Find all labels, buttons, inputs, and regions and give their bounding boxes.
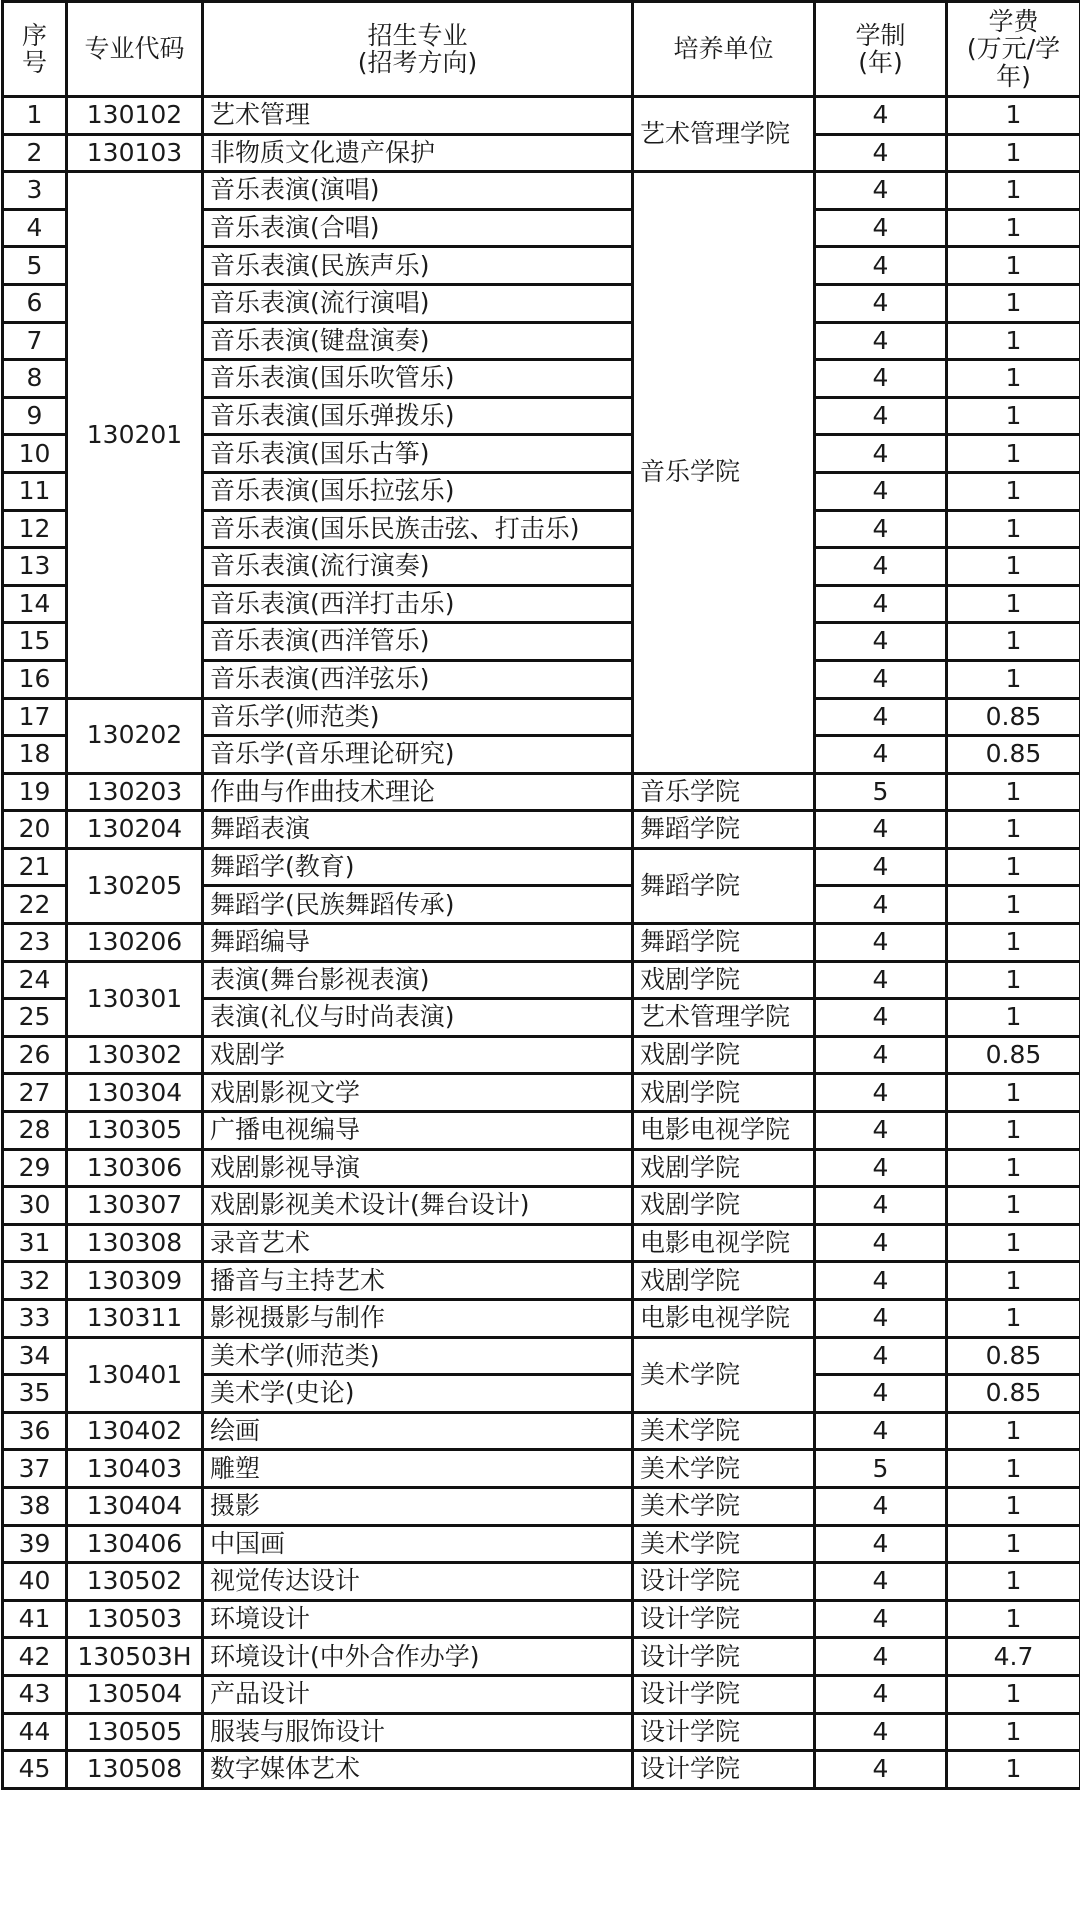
cell-seq: 6 xyxy=(3,284,67,322)
cell-fee: 1 xyxy=(947,1149,1080,1187)
cell-years: 4 xyxy=(815,435,947,473)
cell-major: 广播电视编导 xyxy=(203,1112,633,1150)
cell-years: 4 xyxy=(815,322,947,360)
cell-code: 130203 xyxy=(67,773,203,811)
cell-years: 4 xyxy=(815,510,947,548)
cell-code: 130406 xyxy=(67,1525,203,1563)
cell-seq: 4 xyxy=(3,209,67,247)
cell-major: 雕塑 xyxy=(203,1450,633,1488)
cell-fee: 1 xyxy=(947,924,1080,962)
cell-years: 4 xyxy=(815,209,947,247)
cell-seq: 1 xyxy=(3,97,67,135)
cell-years: 4 xyxy=(815,97,947,135)
cell-seq: 5 xyxy=(3,247,67,285)
header-code: 专业代码 xyxy=(67,2,203,97)
cell-major: 非物质文化遗产保护 xyxy=(203,134,633,172)
cell-code: 130404 xyxy=(67,1487,203,1525)
cell-seq: 38 xyxy=(3,1487,67,1525)
cell-major: 舞蹈表演 xyxy=(203,811,633,849)
cell-seq: 8 xyxy=(3,360,67,398)
cell-years: 4 xyxy=(815,1412,947,1450)
cell-years: 4 xyxy=(815,1638,947,1676)
cell-unit: 美术学院 xyxy=(633,1525,815,1563)
cell-unit: 电影电视学院 xyxy=(633,1224,815,1262)
cell-fee: 1 xyxy=(947,1713,1080,1751)
cell-fee: 0.85 xyxy=(947,1036,1080,1074)
cell-unit: 戏剧学院 xyxy=(633,961,815,999)
cell-code: 130502 xyxy=(67,1563,203,1601)
cell-seq: 10 xyxy=(3,435,67,473)
cell-major: 音乐表演(民族声乐) xyxy=(203,247,633,285)
cell-code: 130301 xyxy=(67,961,203,1036)
cell-years: 4 xyxy=(815,1149,947,1187)
cell-unit: 美术学院 xyxy=(633,1337,815,1412)
cell-code: 130306 xyxy=(67,1149,203,1187)
cell-fee: 0.85 xyxy=(947,1375,1080,1413)
cell-seq: 22 xyxy=(3,886,67,924)
table-row xyxy=(3,1713,1080,1751)
cell-major: 音乐表演(流行演唱) xyxy=(203,284,633,322)
cell-major: 舞蹈学(民族舞蹈传承) xyxy=(203,886,633,924)
table-row xyxy=(3,1450,1080,1488)
table-row xyxy=(3,1675,1080,1713)
cell-seq: 16 xyxy=(3,660,67,698)
cell-major: 中国画 xyxy=(203,1525,633,1563)
cell-major: 音乐表演(流行演奏) xyxy=(203,548,633,586)
cell-unit: 舞蹈学院 xyxy=(633,811,815,849)
cell-major: 数字媒体艺术 xyxy=(203,1751,633,1789)
cell-unit: 舞蹈学院 xyxy=(633,848,815,923)
table-row xyxy=(3,698,1080,736)
cell-major: 美术学(师范类) xyxy=(203,1337,633,1375)
cell-unit: 电影电视学院 xyxy=(633,1300,815,1338)
cell-unit: 戏剧学院 xyxy=(633,1187,815,1225)
table-row xyxy=(3,134,1080,172)
table-row xyxy=(3,1112,1080,1150)
cell-seq: 15 xyxy=(3,623,67,661)
cell-fee: 1 xyxy=(947,1525,1080,1563)
cell-seq: 39 xyxy=(3,1525,67,1563)
table-row xyxy=(3,1300,1080,1338)
cell-years: 4 xyxy=(815,1224,947,1262)
cell-seq: 23 xyxy=(3,924,67,962)
cell-seq: 13 xyxy=(3,548,67,586)
cell-unit: 设计学院 xyxy=(633,1638,815,1676)
cell-years: 5 xyxy=(815,773,947,811)
cell-major: 美术学(史论) xyxy=(203,1375,633,1413)
cell-fee: 1 xyxy=(947,472,1080,510)
cell-years: 4 xyxy=(815,284,947,322)
cell-code: 130307 xyxy=(67,1187,203,1225)
cell-major: 艺术管理 xyxy=(203,97,633,135)
cell-fee: 1 xyxy=(947,1187,1080,1225)
cell-major: 舞蹈学(教育) xyxy=(203,848,633,886)
cell-fee: 1 xyxy=(947,1262,1080,1300)
cell-unit: 音乐学院 xyxy=(633,773,815,811)
cell-fee: 1 xyxy=(947,172,1080,210)
cell-seq: 37 xyxy=(3,1450,67,1488)
cell-years: 4 xyxy=(815,623,947,661)
cell-fee: 1 xyxy=(947,1600,1080,1638)
cell-fee: 1 xyxy=(947,97,1080,135)
header-row xyxy=(3,2,1080,97)
cell-seq: 43 xyxy=(3,1675,67,1713)
cell-major: 影视摄影与制作 xyxy=(203,1300,633,1338)
cell-major: 音乐表演(西洋管乐) xyxy=(203,623,633,661)
cell-fee: 1 xyxy=(947,284,1080,322)
cell-seq: 27 xyxy=(3,1074,67,1112)
cell-unit: 设计学院 xyxy=(633,1713,815,1751)
cell-code: 130402 xyxy=(67,1412,203,1450)
cell-unit: 舞蹈学院 xyxy=(633,924,815,962)
cell-seq: 42 xyxy=(3,1638,67,1676)
table-row xyxy=(3,1187,1080,1225)
cell-fee: 1 xyxy=(947,1412,1080,1450)
cell-years: 4 xyxy=(815,1751,947,1789)
cell-major: 戏剧学 xyxy=(203,1036,633,1074)
cell-major: 戏剧影视文学 xyxy=(203,1074,633,1112)
cell-unit: 设计学院 xyxy=(633,1675,815,1713)
cell-years: 4 xyxy=(815,1187,947,1225)
cell-major: 音乐表演(演唱) xyxy=(203,172,633,210)
cell-fee: 1 xyxy=(947,360,1080,398)
table-row xyxy=(3,1224,1080,1262)
cell-major: 录音艺术 xyxy=(203,1224,633,1262)
table-row xyxy=(3,1262,1080,1300)
table-row xyxy=(3,1563,1080,1601)
cell-seq: 45 xyxy=(3,1751,67,1789)
header-seq: 序 号 xyxy=(3,2,67,97)
cell-major: 音乐表演(西洋弦乐) xyxy=(203,660,633,698)
cell-major: 音乐表演(国乐吹管乐) xyxy=(203,360,633,398)
cell-major: 环境设计(中外合作办学) xyxy=(203,1638,633,1676)
cell-years: 4 xyxy=(815,1487,947,1525)
cell-years: 4 xyxy=(815,1525,947,1563)
cell-unit: 戏剧学院 xyxy=(633,1074,815,1112)
cell-code: 130403 xyxy=(67,1450,203,1488)
cell-seq: 7 xyxy=(3,322,67,360)
cell-years: 4 xyxy=(815,472,947,510)
cell-years: 4 xyxy=(815,1300,947,1338)
cell-unit: 美术学院 xyxy=(633,1412,815,1450)
cell-fee: 1 xyxy=(947,1300,1080,1338)
table-row xyxy=(3,961,1080,999)
cell-seq: 20 xyxy=(3,811,67,849)
cell-fee: 4.7 xyxy=(947,1638,1080,1676)
cell-years: 4 xyxy=(815,1600,947,1638)
cell-unit: 戏剧学院 xyxy=(633,1262,815,1300)
cell-major: 音乐学(师范类) xyxy=(203,698,633,736)
cell-unit: 艺术管理学院 xyxy=(633,97,815,172)
table-row xyxy=(3,848,1080,886)
cell-major: 服装与服饰设计 xyxy=(203,1713,633,1751)
cell-years: 4 xyxy=(815,585,947,623)
cell-code: 130206 xyxy=(67,924,203,962)
cell-code: 130302 xyxy=(67,1036,203,1074)
cell-seq: 25 xyxy=(3,999,67,1037)
cell-years: 4 xyxy=(815,1112,947,1150)
cell-unit: 戏剧学院 xyxy=(633,1036,815,1074)
table-row xyxy=(3,1751,1080,1789)
cell-fee: 1 xyxy=(947,773,1080,811)
cell-seq: 17 xyxy=(3,698,67,736)
cell-seq: 14 xyxy=(3,585,67,623)
cell-fee: 1 xyxy=(947,848,1080,886)
cell-major: 音乐学(音乐理论研究) xyxy=(203,736,633,774)
cell-code: 130505 xyxy=(67,1713,203,1751)
cell-major: 音乐表演(西洋打击乐) xyxy=(203,585,633,623)
cell-years: 5 xyxy=(815,1450,947,1488)
cell-fee: 1 xyxy=(947,1112,1080,1150)
cell-years: 4 xyxy=(815,811,947,849)
cell-major: 表演(礼仪与时尚表演) xyxy=(203,999,633,1037)
cell-fee: 1 xyxy=(947,811,1080,849)
cell-major: 视觉传达设计 xyxy=(203,1563,633,1601)
cell-major: 绘画 xyxy=(203,1412,633,1450)
table-row xyxy=(3,172,1080,210)
cell-years: 4 xyxy=(815,698,947,736)
table-row xyxy=(3,773,1080,811)
header-years: 学制 (年) xyxy=(815,2,947,97)
cell-unit: 电影电视学院 xyxy=(633,1112,815,1150)
cell-fee: 1 xyxy=(947,585,1080,623)
cell-major: 环境设计 xyxy=(203,1600,633,1638)
cell-fee: 0.85 xyxy=(947,736,1080,774)
table-row xyxy=(3,811,1080,849)
cell-major: 舞蹈编导 xyxy=(203,924,633,962)
cell-fee: 1 xyxy=(947,510,1080,548)
cell-years: 4 xyxy=(815,172,947,210)
cell-seq: 31 xyxy=(3,1224,67,1262)
cell-years: 4 xyxy=(815,1563,947,1601)
cell-major: 作曲与作曲技术理论 xyxy=(203,773,633,811)
cell-major: 播音与主持艺术 xyxy=(203,1262,633,1300)
cell-code: 130205 xyxy=(67,848,203,923)
cell-code: 130401 xyxy=(67,1337,203,1412)
cell-major: 音乐表演(国乐古筝) xyxy=(203,435,633,473)
cell-fee: 0.85 xyxy=(947,698,1080,736)
cell-fee: 1 xyxy=(947,209,1080,247)
cell-fee: 1 xyxy=(947,247,1080,285)
cell-code: 130102 xyxy=(67,97,203,135)
cell-years: 4 xyxy=(815,660,947,698)
table-row xyxy=(3,97,1080,135)
cell-fee: 1 xyxy=(947,1487,1080,1525)
cell-years: 4 xyxy=(815,134,947,172)
cell-major: 音乐表演(国乐弹拨乐) xyxy=(203,397,633,435)
cell-major: 戏剧影视美术设计(舞台设计) xyxy=(203,1187,633,1225)
cell-unit: 戏剧学院 xyxy=(633,1149,815,1187)
cell-seq: 29 xyxy=(3,1149,67,1187)
cell-unit: 设计学院 xyxy=(633,1600,815,1638)
cell-fee: 0.85 xyxy=(947,1337,1080,1375)
cell-seq: 12 xyxy=(3,510,67,548)
cell-seq: 34 xyxy=(3,1337,67,1375)
cell-fee: 1 xyxy=(947,660,1080,698)
cell-code: 130202 xyxy=(67,698,203,773)
cell-fee: 1 xyxy=(947,1563,1080,1601)
table-row xyxy=(3,1074,1080,1112)
cell-code: 130201 xyxy=(67,172,203,698)
cell-fee: 1 xyxy=(947,886,1080,924)
cell-seq: 33 xyxy=(3,1300,67,1338)
table-row xyxy=(3,1412,1080,1450)
cell-seq: 35 xyxy=(3,1375,67,1413)
table-row xyxy=(3,1638,1080,1676)
cell-code: 130305 xyxy=(67,1112,203,1150)
cell-fee: 1 xyxy=(947,623,1080,661)
table-row xyxy=(3,1525,1080,1563)
cell-major: 表演(舞台影视表演) xyxy=(203,961,633,999)
cell-seq: 19 xyxy=(3,773,67,811)
cell-unit: 音乐学院 xyxy=(633,172,815,774)
table-row xyxy=(3,924,1080,962)
cell-seq: 9 xyxy=(3,397,67,435)
cell-years: 4 xyxy=(815,548,947,586)
cell-fee: 1 xyxy=(947,322,1080,360)
cell-years: 4 xyxy=(815,736,947,774)
cell-years: 4 xyxy=(815,360,947,398)
cell-code: 130103 xyxy=(67,134,203,172)
cell-fee: 1 xyxy=(947,1074,1080,1112)
cell-seq: 18 xyxy=(3,736,67,774)
cell-years: 4 xyxy=(815,886,947,924)
cell-years: 4 xyxy=(815,1262,947,1300)
cell-code: 130311 xyxy=(67,1300,203,1338)
cell-fee: 1 xyxy=(947,1751,1080,1789)
cell-years: 4 xyxy=(815,1375,947,1413)
table-row xyxy=(3,1487,1080,1525)
table-row xyxy=(3,1036,1080,1074)
cell-fee: 1 xyxy=(947,1450,1080,1488)
cell-years: 4 xyxy=(815,1713,947,1751)
cell-seq: 2 xyxy=(3,134,67,172)
cell-years: 4 xyxy=(815,247,947,285)
cell-fee: 1 xyxy=(947,1224,1080,1262)
cell-fee: 1 xyxy=(947,548,1080,586)
cell-unit: 设计学院 xyxy=(633,1563,815,1601)
cell-years: 4 xyxy=(815,999,947,1037)
cell-seq: 28 xyxy=(3,1112,67,1150)
cell-major: 音乐表演(键盘演奏) xyxy=(203,322,633,360)
cell-seq: 32 xyxy=(3,1262,67,1300)
cell-years: 4 xyxy=(815,1074,947,1112)
cell-code: 130504 xyxy=(67,1675,203,1713)
cell-seq: 30 xyxy=(3,1187,67,1225)
cell-code: 130508 xyxy=(67,1751,203,1789)
cell-unit: 设计学院 xyxy=(633,1751,815,1789)
cell-major: 摄影 xyxy=(203,1487,633,1525)
cell-fee: 1 xyxy=(947,397,1080,435)
cell-major: 戏剧影视导演 xyxy=(203,1149,633,1187)
cell-seq: 40 xyxy=(3,1563,67,1601)
cell-unit: 美术学院 xyxy=(633,1487,815,1525)
cell-years: 4 xyxy=(815,1036,947,1074)
cell-seq: 24 xyxy=(3,961,67,999)
cell-code: 130503 xyxy=(67,1600,203,1638)
header-fee: 学费 (万元/学 年) xyxy=(947,2,1080,97)
cell-seq: 44 xyxy=(3,1713,67,1751)
cell-major: 音乐表演(国乐拉弦乐) xyxy=(203,472,633,510)
cell-seq: 11 xyxy=(3,472,67,510)
cell-code: 130503H xyxy=(67,1638,203,1676)
cell-code: 130309 xyxy=(67,1262,203,1300)
cell-code: 130308 xyxy=(67,1224,203,1262)
cell-years: 4 xyxy=(815,397,947,435)
cell-years: 4 xyxy=(815,924,947,962)
table-row xyxy=(3,1149,1080,1187)
cell-seq: 41 xyxy=(3,1600,67,1638)
table-row xyxy=(3,1337,1080,1375)
cell-major: 音乐表演(国乐民族击弦、打击乐) xyxy=(203,510,633,548)
cell-fee: 1 xyxy=(947,1675,1080,1713)
cell-years: 4 xyxy=(815,961,947,999)
cell-unit: 艺术管理学院 xyxy=(633,999,815,1037)
cell-fee: 1 xyxy=(947,961,1080,999)
cell-seq: 36 xyxy=(3,1412,67,1450)
cell-code: 130304 xyxy=(67,1074,203,1112)
cell-seq: 26 xyxy=(3,1036,67,1074)
enrollment-majors-table xyxy=(1,0,1080,1790)
cell-seq: 21 xyxy=(3,848,67,886)
cell-code: 130204 xyxy=(67,811,203,849)
table-row xyxy=(3,1600,1080,1638)
cell-years: 4 xyxy=(815,848,947,886)
cell-fee: 1 xyxy=(947,134,1080,172)
cell-years: 4 xyxy=(815,1337,947,1375)
cell-seq: 3 xyxy=(3,172,67,210)
cell-fee: 1 xyxy=(947,435,1080,473)
cell-major: 产品设计 xyxy=(203,1675,633,1713)
cell-major: 音乐表演(合唱) xyxy=(203,209,633,247)
header-major: 招生专业 (招考方向) xyxy=(203,2,633,97)
header-unit: 培养单位 xyxy=(633,2,815,97)
cell-unit: 美术学院 xyxy=(633,1450,815,1488)
cell-fee: 1 xyxy=(947,999,1080,1037)
cell-years: 4 xyxy=(815,1675,947,1713)
